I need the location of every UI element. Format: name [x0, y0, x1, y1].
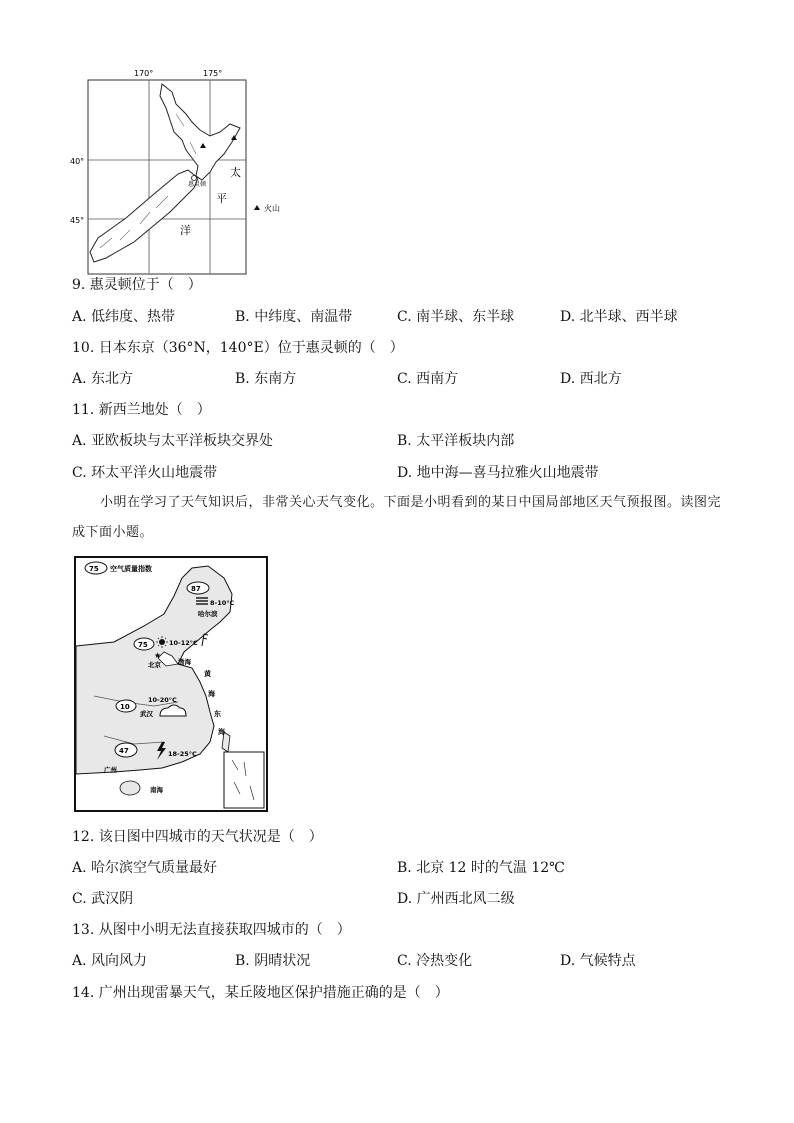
hainan-island	[120, 781, 140, 795]
guangzhou-label: 广州	[104, 766, 117, 774]
q13-option-c: C. 冷热变化	[397, 953, 473, 969]
q12-option-a: A. 哈尔滨空气质量最好	[72, 860, 218, 876]
guangzhou-aqi: 47	[119, 747, 129, 755]
volcano-legend-icon	[254, 205, 260, 210]
china-weather-map	[74, 556, 268, 812]
question-10-stem: 10. 日本东京（36°N，140°E）位于惠灵顿的（ ）	[72, 340, 404, 356]
q9-option-c: C. 南半球、东半球	[397, 309, 515, 325]
q10-option-a: A. 东北方	[72, 371, 134, 387]
south-sea-label: 南海	[150, 786, 163, 794]
north-island	[160, 84, 240, 180]
q10-option-d: D. 西北方	[560, 371, 622, 387]
south-island	[90, 170, 198, 262]
legend-aqi-label: 空气质量指数	[110, 565, 152, 573]
q11-option-d: D. 地中海—喜马拉雅火山地震带	[397, 465, 599, 481]
sea-char-1: 太	[230, 166, 241, 179]
beijing-star-icon: ★	[154, 651, 162, 660]
question-12-stem: 12. 该日图中四城市的天气状况是（ ）	[72, 829, 323, 845]
lat-label-45: 45°	[70, 216, 85, 225]
wuhan-aqi: 10	[120, 703, 130, 711]
q11-option-b: B. 太平洋板块内部	[397, 433, 515, 449]
q12-option-d: D. 广州西北风二级	[397, 891, 515, 907]
q13-option-b: B. 阴晴状况	[235, 953, 311, 969]
sea-char-2: 平	[216, 192, 227, 205]
guangzhou-temp: 18-25°C	[168, 750, 197, 758]
city-label-wellington: 惠灵顿	[188, 181, 207, 188]
q12-option-b: B. 北京 12 时的气温 12℃	[397, 860, 565, 876]
wuhan-label: 武汉	[140, 710, 153, 718]
lat-label-40: 40°	[70, 157, 85, 166]
reading-intro: 小明在学习了天气知识后，非常关心天气变化。下面是小明看到的某日中国局部地区天气预报图。读图完成下面小题。	[72, 495, 722, 540]
legend-aqi-value: 75	[89, 565, 99, 573]
beijing-aqi: 75	[138, 641, 148, 649]
question-11-stem: 11. 新西兰地处（ ）	[72, 402, 211, 418]
harbin-aqi: 87	[191, 585, 201, 593]
q9-option-a: A. 低纬度、热带	[72, 309, 176, 325]
beijing-temp: 10-12°C	[169, 639, 198, 647]
lon-label-175: 175°	[203, 69, 223, 78]
sea-label-hai-1: 海	[208, 690, 215, 698]
q13-option-d: D. 气候特点	[560, 953, 636, 969]
sea-label-huang: 黄	[204, 670, 211, 678]
sea-label-hai-2: 海	[218, 728, 225, 736]
q11-option-c: C. 环太平洋火山地震带	[72, 465, 218, 481]
sea-char-3: 洋	[180, 224, 191, 237]
new-zealand-map	[60, 62, 300, 282]
wuhan-temp: 10-20°C	[148, 696, 177, 704]
q9-option-b: B. 中纬度、南温带	[235, 309, 353, 325]
beijing-label: 北京	[148, 661, 161, 669]
sea-label-dong: 东	[214, 710, 221, 718]
q11-option-a: A. 亚欧板块与太平洋板块交界处	[72, 433, 274, 449]
volcano-legend-label: 火山	[264, 204, 280, 213]
q9-option-d: D. 北半球、西半球	[560, 309, 678, 325]
q10-option-b: B. 东南方	[235, 371, 297, 387]
harbin-label: 哈尔滨	[198, 610, 218, 618]
lon-label-170: 170°	[134, 69, 154, 78]
harbin-temp: 8-10°C	[210, 599, 235, 607]
q12-option-c: C. 武汉阴	[72, 891, 134, 907]
question-13-stem: 13. 从图中小明无法直接获取四城市的（ ）	[72, 922, 351, 938]
bohai-label: 渤海	[178, 658, 191, 666]
q13-option-a: A. 风向风力	[72, 953, 148, 969]
question-14-stem: 14. 广州出现雷暴天气，某丘陵地区保护措施正确的是（ ）	[72, 985, 449, 1001]
q10-option-c: C. 西南方	[397, 371, 459, 387]
question-9-stem: 9. 惠灵顿位于（ ）	[72, 277, 202, 293]
